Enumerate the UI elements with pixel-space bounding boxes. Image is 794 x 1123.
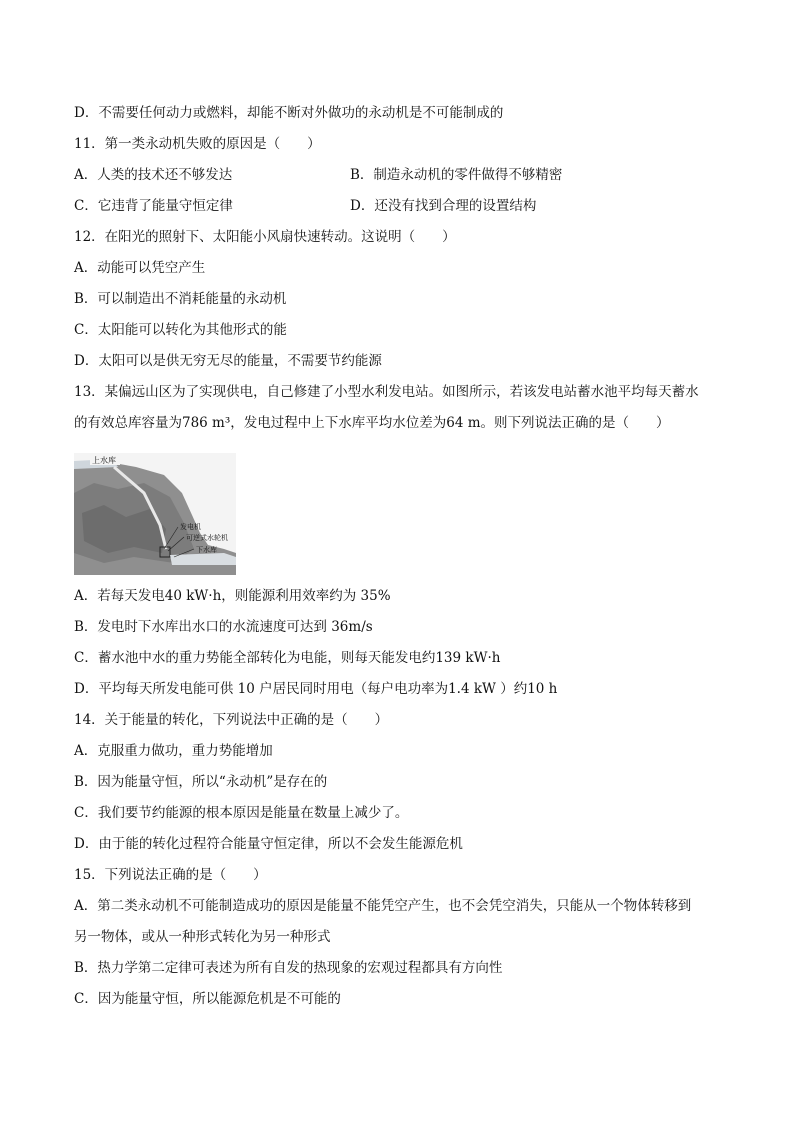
q11-stem: 11．第一类永动机失败的原因是（ ）: [74, 136, 321, 152]
q14-option-b: B．因为能量守恒，所以“永动机”是存在的: [74, 774, 328, 790]
hydro-station-figure: [74, 453, 236, 575]
q11-option-a: A．人类的技术还不够发达: [74, 167, 233, 183]
q13-option-a: A．若每天发电40 kW·h，则能源利用效率约为 35%: [74, 588, 391, 604]
q15-option-a-line-2: 另一物体，或从一种形式转化为另一种形式: [74, 929, 331, 945]
q14-option-c: C．我们要节约能源的根本原因是能量在数量上减少了。: [74, 805, 409, 821]
q12-option-d: D．太阳可以是供无穷无尽的能量，不需要节约能源: [74, 353, 382, 369]
q13-option-d: D．平均每天所发电能可供 10 户居民同时用电（每户电功率为1.4 kW ）约10 h: [74, 681, 558, 697]
q11-option-c: C．它违背了能量守恒定律: [74, 198, 233, 214]
q11-option-d: D．还没有找到合理的设置结构: [350, 198, 537, 214]
q11-options-row-2: [74, 191, 734, 222]
q13-option-c: C．蓄水池中水的重力势能全部转化为电能，则每天能发电约139 kW·h: [74, 650, 501, 666]
q14-stem: 14．关于能量的转化，下列说法中正确的是（ ）: [74, 712, 389, 728]
q15-stem: 15．下列说法正确的是（ ）: [74, 867, 267, 883]
upper-reservoir-label: 上水库: [92, 456, 116, 465]
q15-option-c: C．因为能量守恒，所以能源危机是不可能的: [74, 991, 341, 1007]
q11-options-row-1: [74, 160, 734, 191]
q13-option-b: B．发电时下水库出水口的水流速度可达到 36m/s: [74, 619, 373, 635]
q12-option-c: C．太阳能可以转化为其他形式的能: [74, 322, 287, 338]
q10-option-d: D．不需要任何动力或燃料，却能不断对外做功的永动机是不可能制成的: [74, 105, 504, 121]
q13-stem-line-1: 13．某偏远山区为了实现供电，自己修建了小型水利发电站。如图所示，若该发电站蓄水池平均每天蓄水: [74, 384, 699, 400]
generator-label: 发电机: [180, 523, 201, 531]
q12-option-b: B．可以制造出不消耗能量的永动机: [74, 291, 287, 307]
q12-option-a: A．动能可以凭空产生: [74, 260, 206, 276]
turbine-label: 可逆式水轮机: [186, 534, 228, 542]
lower-reservoir-label: 下水库: [196, 546, 217, 554]
q11-option-b: B．制造永动机的零件做得不够精密: [350, 167, 563, 183]
q15-option-a-line-1: A．第二类永动机不可能制造成功的原因是能量不能凭空产生，也不会凭空消失，只能从一个物体转移到: [74, 898, 692, 914]
q14-option-a: A．克服重力做功，重力势能增加: [74, 743, 273, 759]
exam-page: [74, 98, 734, 1015]
q13-stem-line-2: 的有效总库容量为786 m³，发电过程中上下水库平均水位差为64 m。则下列说法正确的是（ ）: [74, 415, 670, 431]
q15-option-b: B．热力学第二定律可表述为所有自发的热现象的宏观过程都具有方向性: [74, 960, 503, 976]
q14-option-d: D．由于能的转化过程符合能量守恒定律，所以不会发生能源危机: [74, 836, 463, 852]
q12-stem: 12．在阳光的照射下、太阳能小风扇快速转动。这说明（ ）: [74, 229, 456, 245]
hydro-diagram: [74, 453, 236, 575]
